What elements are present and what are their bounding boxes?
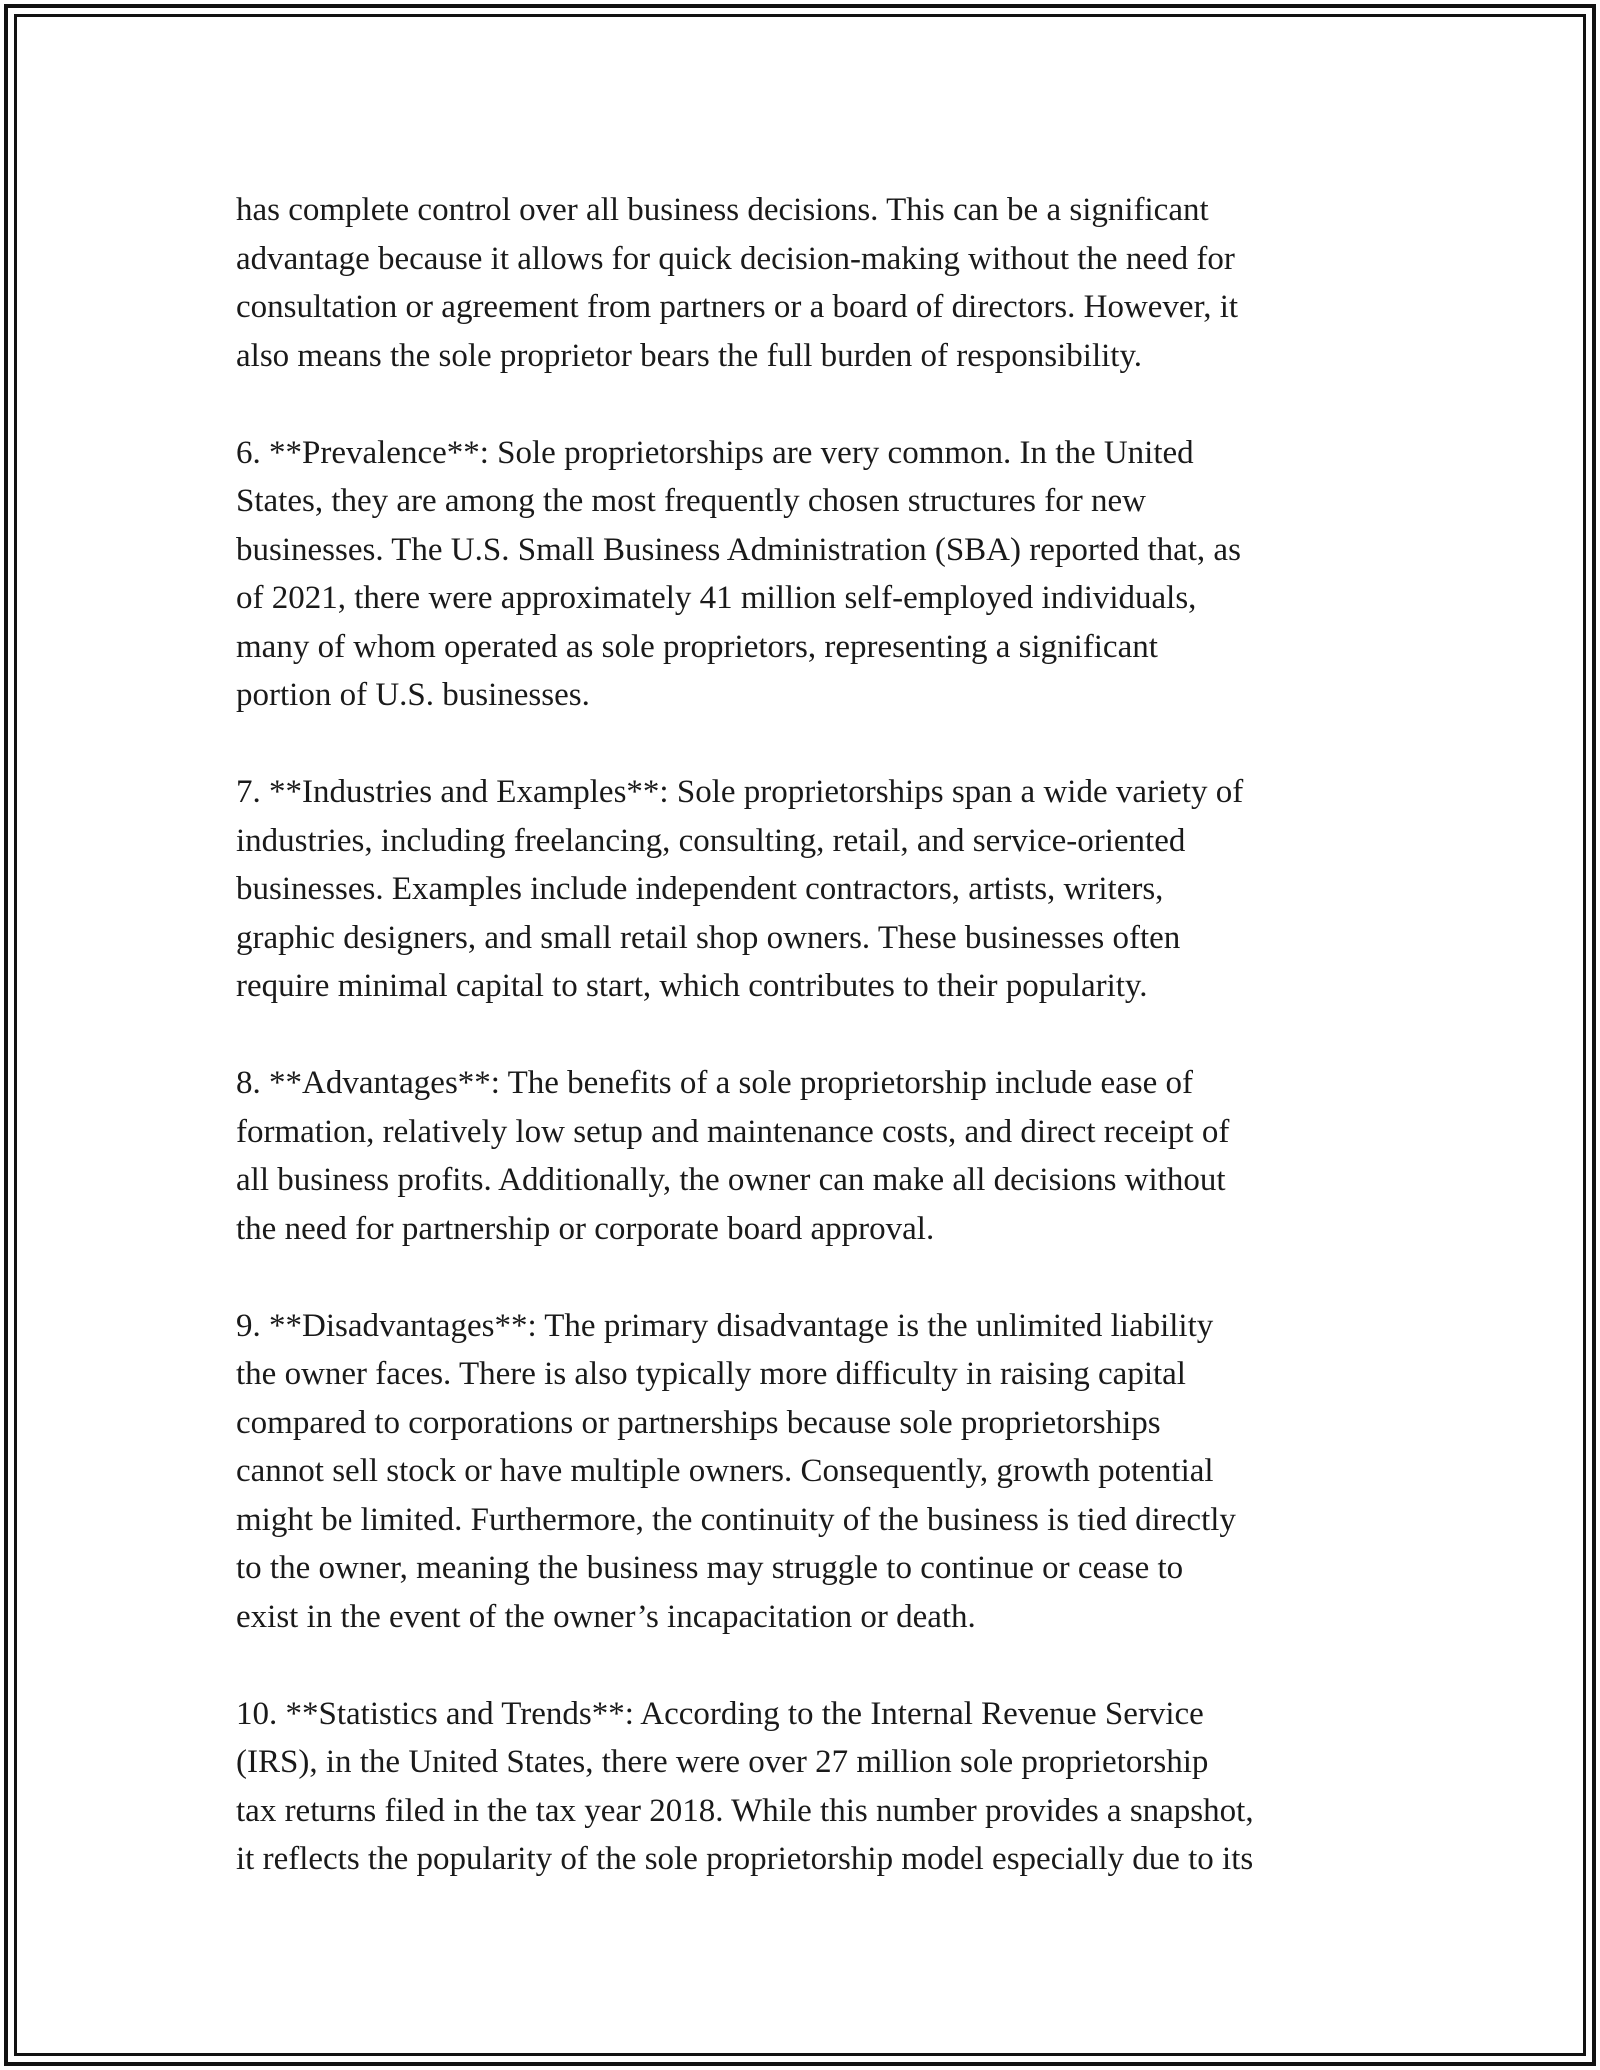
paragraph-prevalence: 6. **Prevalence**: Sole proprietorships are very common. In the United States, they are among the most frequently chosen structures for new businesses. The U.S. Small Business Administration (SBA) reported that, as of 2021, there were approximately 41 million self-employed individuals, many of whom operated as sole proprietors, representing a significant portion of U.S. businesses. <box>236 434 1241 713</box>
paragraph-control-continuation: has complete control over all business decisions. This can be a significant advantage because it allows for quick decision-making without the need for consultation or agreement from partners or a board of directors. However, it also means the sole proprietor bears the full burden of responsibility. <box>236 192 1239 374</box>
paragraph-disadvantages: 9. **Disadvantages**: The primary disadvantage is the unlimited liability the owner faces. There is also typically more difficulty in raising capital compared to corporations or partnerships because sole proprietorships cannot sell stock or have multiple owners. Consequently, growth potential might be limited. Furthermore, the continuity of the business is tied directly to the owner, meaning the business may struggle to continue or cease to exist in the event of the owner’s incapacitation or death. <box>236 1307 1236 1635</box>
document-body <box>236 186 1376 1884</box>
paragraph-industries-examples: 7. **Industries and Examples**: Sole proprietorships span a wide variety of industries, including freelancing, consulting, retail, and service-oriented businesses. Examples include independent contractors, artists, writers, graphic designers, and small retail shop owners. These businesses often require minimal capital to start, which contributes to their popularity. <box>236 774 1244 1004</box>
paragraph-statistics-trends: 10. **Statistics and Trends**: According to the Internal Revenue Service (IRS), in the United States, there were over 27 million sole proprietorship tax returns filed in the tax year 2018. While this number provides a snapshot, it reflects the popularity of the sole proprietorship model especially due to its <box>236 1695 1254 1877</box>
paragraph-advantages: 8. **Advantages**: The benefits of a sole proprietorship include ease of formation, relatively low setup and maintenance costs, and direct receipt of all business profits. Additionally, the owner can make all decisions without the need for partnership or corporate board approval. <box>236 1065 1230 1247</box>
